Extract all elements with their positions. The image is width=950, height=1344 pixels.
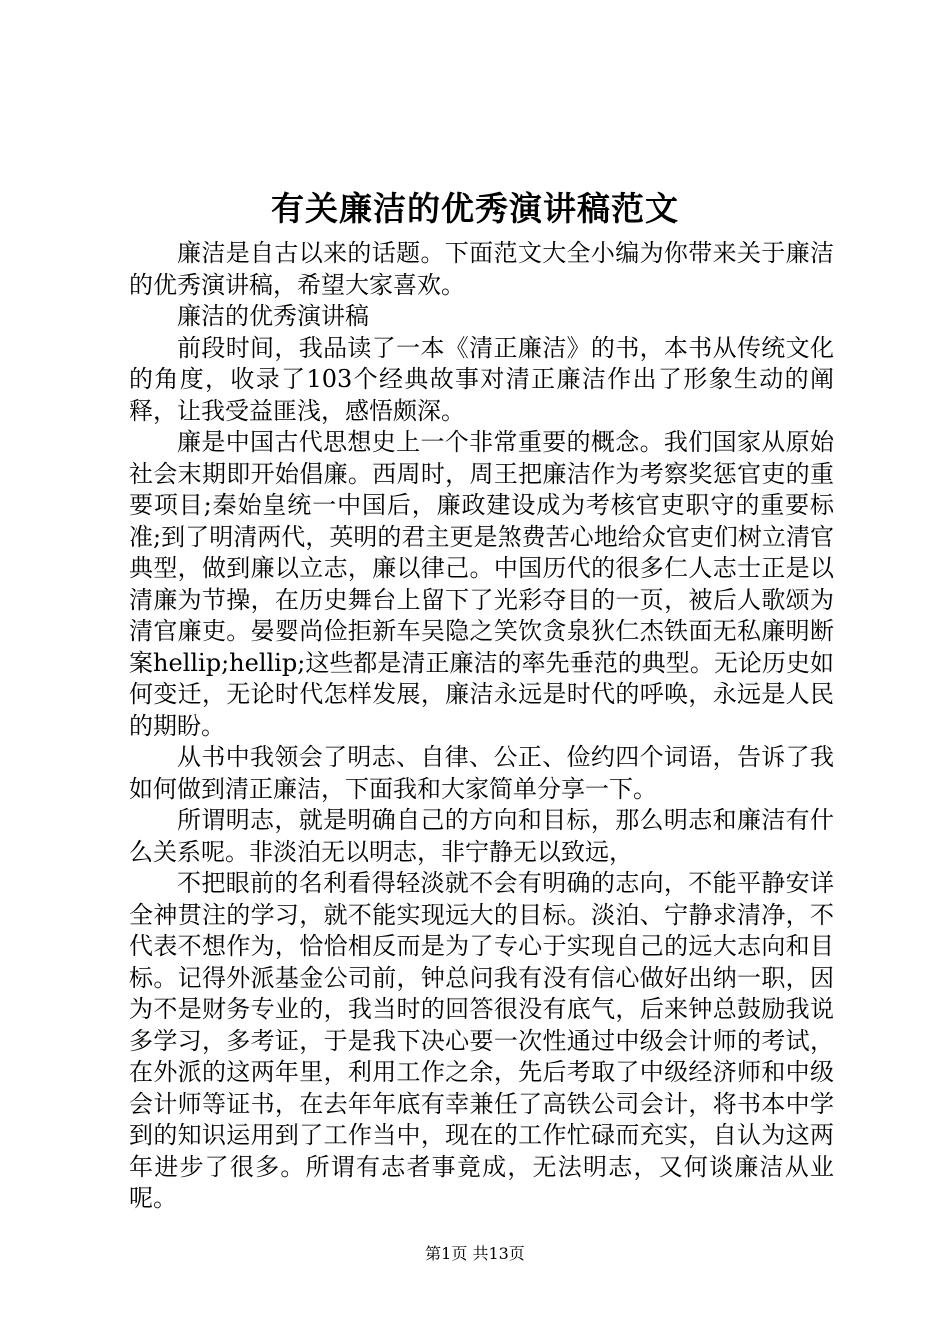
- paragraph-book: 前段时间，我品读了一本《清正廉洁》的书，本书从传统文化的角度，收录了103个经典故事对清正廉洁作出了形象生动的阐释，让我受益匪浅，感悟颇深。: [129, 333, 834, 425]
- paragraph-subtitle: 廉洁的优秀演讲稿: [177, 302, 369, 330]
- paragraph-mingzhi: 所谓明志，就是明确自己的方向和目标，那么明志和廉洁有什么关系呢。非淡泊无以明志，非宁静无以致远，: [129, 806, 834, 866]
- paragraph-ambition: 不把眼前的名利看得轻淡就不会有明确的志向，不能平静安详全神贯注的学习，就不能实现远大的目标。淡泊、宁静求清净，不代表不想作为，恰恰相反而是为了专心于实现自己的远大志向和目标。记得外派基金公司前，钟总问我有没有信心做好出纳一职，因为不是财务专业的，我当时的回答很没有底气，后来钟总鼓励我说多学习，多考证，于是我下决心要一次性通过中级会计师的考试，在外派的这两年里，利用工作之余，先后考取了中级经济师和中级会计师等证书，在去年年底有幸兼任了高铁公司会计，将书本中学到的知识运用到了工作当中，现在的工作忙碌而充实，自认为这两年进步了很多。所谓有志者事竟成，无法明志，又何谈廉洁从业呢。: [129, 869, 834, 1212]
- paragraph-four-words: 从书中我领会了明志、自律、公正、俭约四个词语，告诉了我如何做到清正廉洁，下面我和大家简单分享一下。: [129, 743, 834, 803]
- document-body: [129, 238, 834, 1215]
- page-number: 第1页 共13页: [425, 1244, 525, 1263]
- paragraph-history: 廉是中国古代思想史上一个非常重要的概念。我们国家从原始社会末期即开始倡廉。西周时，周王把廉洁作为考察奖惩官吏的重要项目;秦始皇统一中国后，廉政建设成为考核官吏职守的重要标准;到了明清两代，英明的君主更是煞费苦心地给众官吏们树立清官典型，做到廉以立志，廉以律己。中国历代的很多仁人志士正是以清廉为节操，在历史舞台上留下了光彩夺目的一页，被后人歌颂为清官廉吏。晏婴尚俭拒新车吴隐之笑饮贪泉狄仁杰铁面无私廉明断案hellip;hellip;这些都是清正廉洁的率先垂范的典型。无论历史如何变迁，无论时代怎样发展，廉洁永远是时代的呼唤，永远是人民的期盼。: [129, 428, 834, 740]
- paragraph-intro: 廉洁是自古以来的话题。下面范文大全小编为你带来关于廉洁的优秀演讲稿，希望大家喜欢。: [129, 239, 834, 299]
- document-title: 有关廉洁的优秀演讲稿范文: [271, 189, 679, 228]
